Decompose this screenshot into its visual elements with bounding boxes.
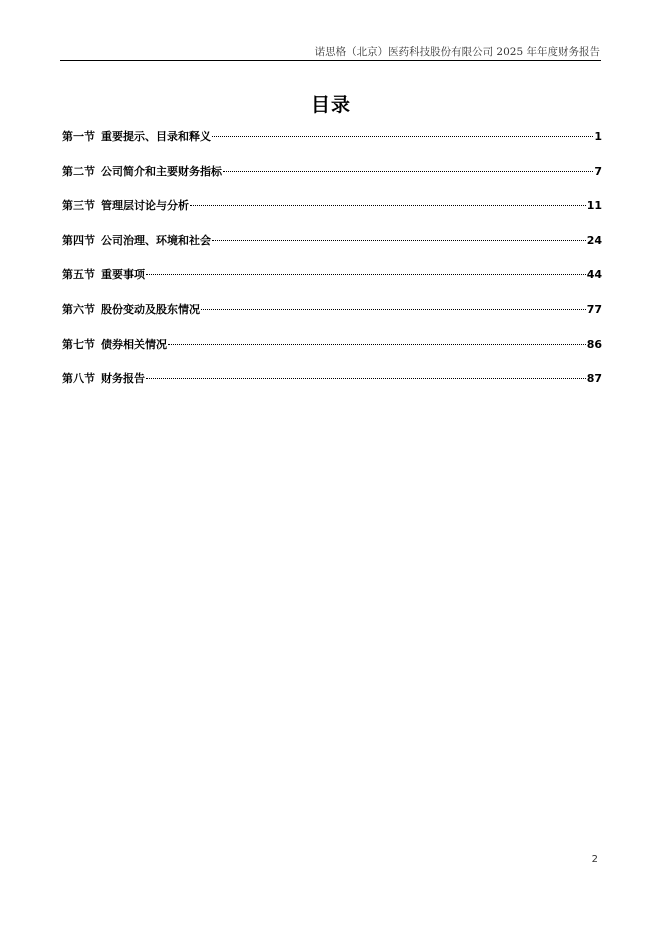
- toc-entry-7[interactable]: [62, 337, 602, 372]
- toc-entry-3[interactable]: [62, 198, 602, 233]
- toc-section-title: 管理层讨论与分析: [101, 199, 189, 213]
- running-header: 诺思格（北京）医药科技股份有限公司 2025 年年度财务报告: [314, 46, 600, 58]
- toc-entry-6[interactable]: [62, 302, 602, 337]
- page-number: 2: [591, 854, 598, 865]
- toc-section-number: 第四节: [62, 233, 95, 247]
- toc-page-number: 24: [586, 233, 602, 247]
- toc-section-title: 重要事项: [101, 268, 145, 282]
- toc-dot-leader: [146, 378, 586, 379]
- toc-entry-5[interactable]: [62, 267, 602, 302]
- toc-dot-leader: [190, 205, 586, 206]
- header-rule: [60, 60, 601, 61]
- toc-section-number: 第二节: [62, 164, 95, 178]
- toc-section-number: 第一节: [62, 130, 95, 143]
- toc-entry-1[interactable]: [62, 129, 602, 164]
- toc-page-number: 7: [594, 164, 602, 178]
- toc-dot-leader: [201, 309, 586, 310]
- toc-section-number: 第五节: [62, 268, 95, 282]
- toc-dot-leader: [212, 136, 593, 137]
- toc-section-title: 重要提示、目录和释义: [101, 130, 211, 143]
- toc-page-number: 44: [586, 268, 602, 282]
- toc-section-title: 财务报告: [101, 372, 145, 386]
- toc-section-title: 债券相关情况: [101, 337, 167, 351]
- toc-title: 目录: [310, 94, 351, 116]
- toc-section-number: 第七节: [62, 337, 95, 351]
- toc-page-number: 1: [594, 130, 602, 143]
- toc-entry-8[interactable]: [62, 371, 602, 406]
- toc-section-number: 第三节: [62, 199, 95, 213]
- toc-page-number: 11: [586, 199, 602, 213]
- table-of-contents: [62, 129, 602, 406]
- toc-dot-leader: [146, 274, 586, 275]
- toc-entry-4[interactable]: [62, 233, 602, 268]
- toc-dot-leader: [168, 344, 586, 345]
- toc-entry-2[interactable]: [62, 164, 602, 199]
- toc-section-number: 第六节: [62, 302, 95, 316]
- toc-page-number: 87: [586, 372, 602, 386]
- toc-section-title: 股份变动及股东情况: [101, 302, 200, 316]
- toc-section-title: 公司简介和主要财务指标: [101, 164, 222, 178]
- toc-page-number: 77: [586, 302, 602, 316]
- toc-dot-leader: [223, 171, 593, 172]
- toc-dot-leader: [212, 240, 586, 241]
- toc-page-number: 86: [586, 337, 602, 351]
- toc-section-title: 公司治理、环境和社会: [101, 233, 211, 247]
- toc-section-number: 第八节: [62, 372, 95, 386]
